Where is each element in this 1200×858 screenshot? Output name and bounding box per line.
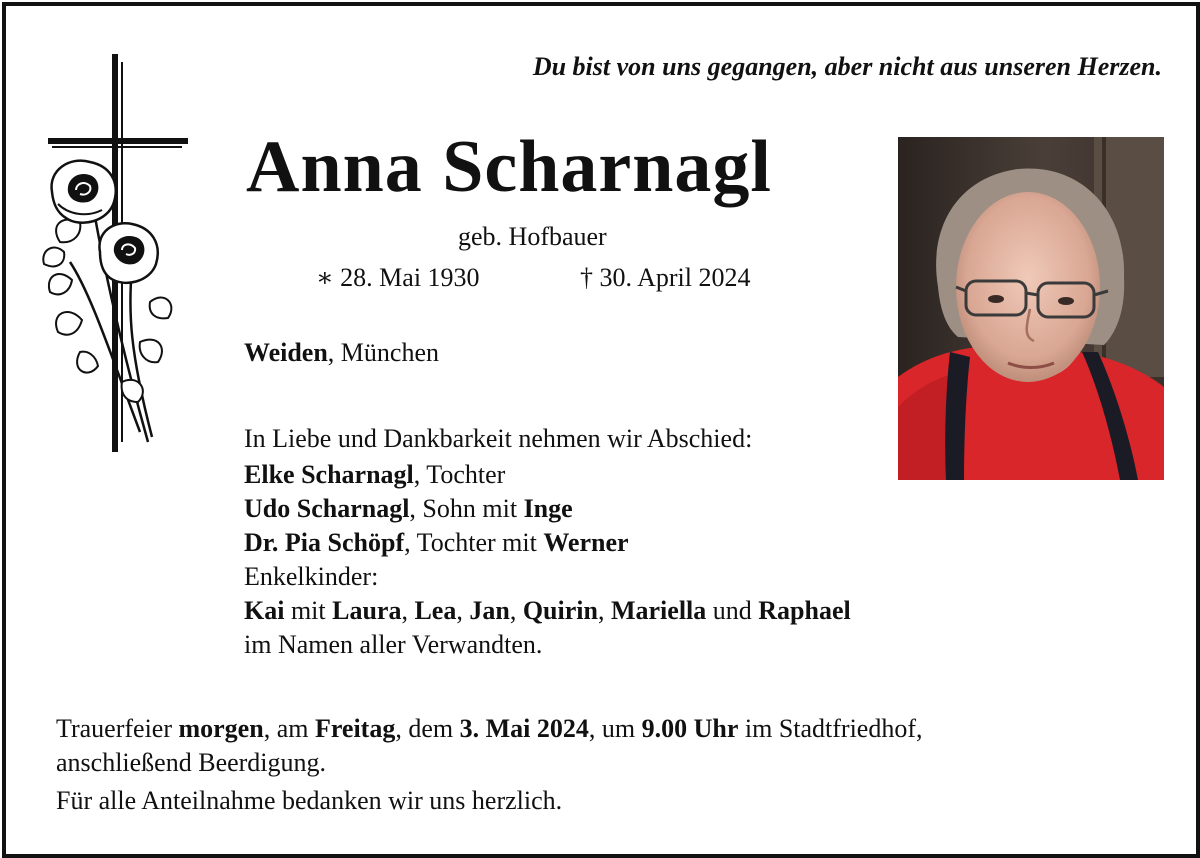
grandchildren-line (244, 594, 851, 628)
place-rest: , München (327, 338, 439, 367)
death-date (580, 263, 750, 293)
cross-with-roses-icon (40, 52, 190, 457)
motto: Du bist von uns gegangen, aber nicht aus unseren Herzen. (532, 52, 1162, 81)
birth-star-icon: ∗ (316, 263, 334, 292)
death-cross-icon: † (580, 263, 593, 292)
grandchild-name: Mariella (610, 596, 707, 625)
mourner-partner: Inge (523, 494, 573, 523)
service-date: 3. Mai 2024 (459, 714, 589, 743)
maiden-name: geb. Hofbauer (458, 222, 607, 251)
grandchild-name: Quirin (522, 596, 598, 625)
mourner-line (244, 492, 851, 526)
separator: und (706, 596, 759, 625)
birth-date-text: 28. Mai 1930 (340, 263, 480, 292)
separator: mit (284, 596, 333, 625)
service-location: im Stadtfriedhof, (738, 714, 923, 743)
grandchildren-label: Enkelkinder: (244, 562, 379, 591)
mourner-line (244, 526, 851, 560)
grandchild-name: Kai (244, 596, 285, 625)
service-text: , dem (395, 714, 460, 743)
separator: , (509, 596, 523, 625)
mourner-line (244, 458, 851, 492)
service-weekday: Freitag (314, 714, 396, 743)
mourner-relation: , Sohn mit (409, 494, 524, 523)
mourner-partner: Werner (543, 528, 629, 557)
portrait-photo (898, 137, 1164, 480)
mourner-relation: , Tochter (413, 460, 506, 489)
grandchild-name: Jan (469, 596, 510, 625)
birth-date (316, 263, 480, 293)
service-text: Trauerfeier (56, 714, 179, 743)
mourner-name: Udo Scharnagl (244, 494, 410, 523)
separator: , (456, 596, 470, 625)
mourners-list (244, 458, 851, 662)
grandchild-name: Raphael (758, 596, 851, 625)
service-line-2: anschließend Beerdigung. (56, 748, 327, 777)
mourner-name: Dr. Pia Schöpf (244, 528, 405, 557)
closing-line: im Namen aller Verwandten. (244, 630, 543, 659)
death-date-text: 30. April 2024 (599, 263, 751, 292)
farewell-intro: In Liebe und Dankbarkeit nehmen wir Abschied: (244, 424, 753, 453)
service-time: 9.00 Uhr (641, 714, 739, 743)
deceased-name: Anna Scharnagl (246, 126, 772, 208)
funeral-service-info (56, 712, 923, 780)
service-text: , um (588, 714, 642, 743)
mourner-name: Elke Scharnagl (244, 460, 414, 489)
service-text: , am (263, 714, 315, 743)
service-line (56, 712, 923, 746)
separator: , (597, 596, 611, 625)
service-day: morgen (178, 714, 264, 743)
separator: , (401, 596, 415, 625)
place-primary: Weiden (244, 338, 328, 367)
thanks-line: Für alle Anteilnahme bedanken wir uns herzlich. (56, 786, 563, 815)
places (244, 338, 439, 368)
mourner-relation: , Tochter mit (404, 528, 544, 557)
grandchild-name: Laura (332, 596, 402, 625)
grandchild-name: Lea (414, 596, 457, 625)
